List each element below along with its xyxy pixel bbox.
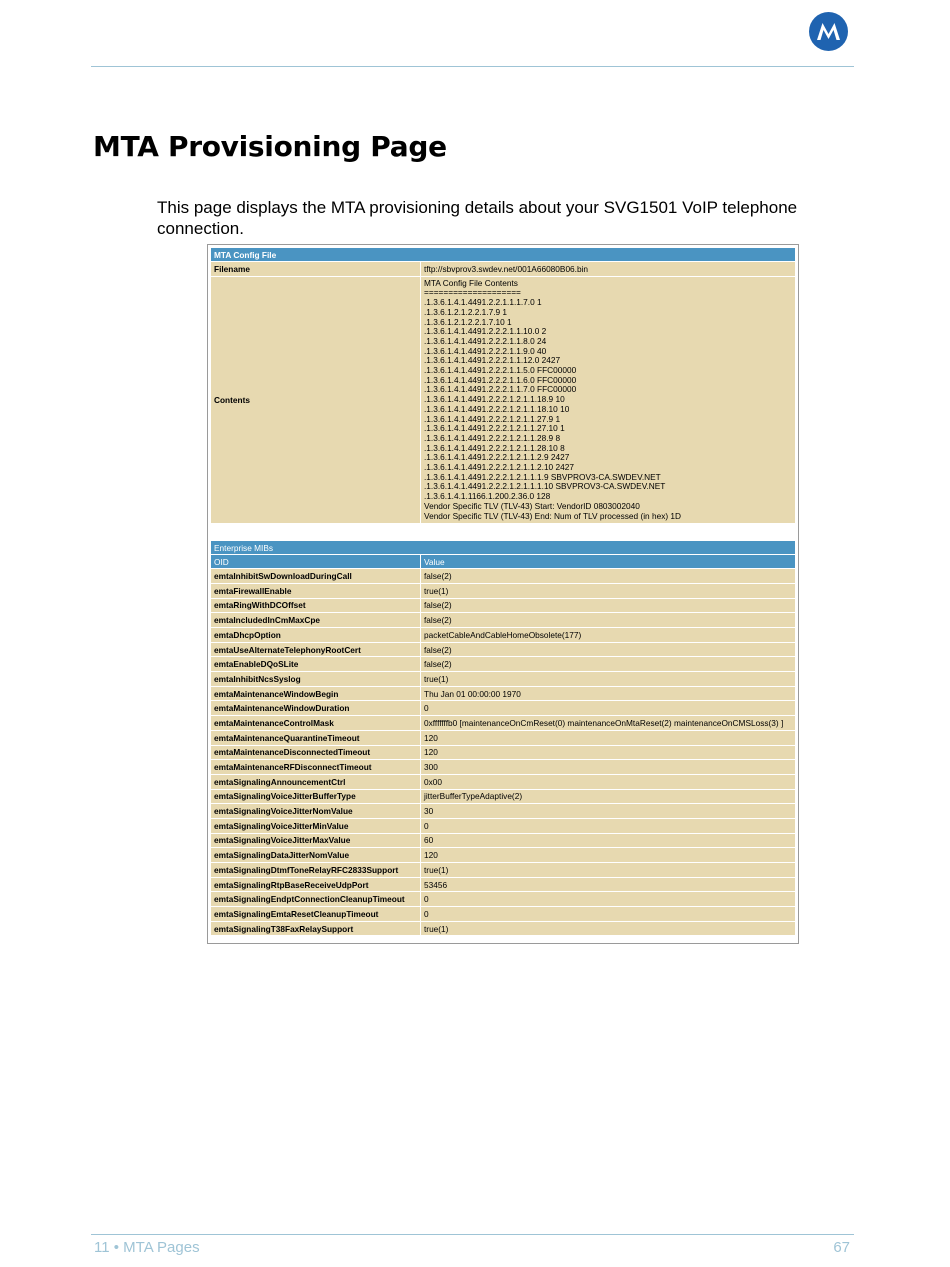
section-spacer bbox=[211, 524, 796, 541]
table-row bbox=[211, 569, 796, 584]
mib-oid: emtaSignalingVoiceJitterMaxValue bbox=[211, 833, 421, 848]
mib-oid: emtaMaintenanceDisconnectedTimeout bbox=[211, 745, 421, 760]
mib-value: false(2) bbox=[421, 642, 796, 657]
table-row bbox=[211, 598, 796, 613]
table-row bbox=[211, 921, 796, 936]
table-row bbox=[211, 907, 796, 922]
contents-line: .1.3.6.1.2.1.2.2.1.7.10 1 bbox=[424, 316, 512, 327]
mib-value: 0 bbox=[421, 892, 796, 907]
mib-oid: emtaMaintenanceControlMask bbox=[211, 716, 421, 731]
mib-oid: emtaSignalingEndptConnectionCleanupTimeout bbox=[211, 892, 421, 907]
mib-oid: emtaMaintenanceQuarantineTimeout bbox=[211, 730, 421, 745]
table-row bbox=[211, 789, 796, 804]
mib-oid: emtaInhibitNcsSyslog bbox=[211, 672, 421, 687]
table-row bbox=[211, 833, 796, 848]
mib-value: 30 bbox=[421, 804, 796, 819]
table-row bbox=[211, 613, 796, 628]
contents-line: .1.3.6.1.4.1.4491.2.2.1.1.1.7.0 1 bbox=[424, 297, 542, 308]
contents-line: .1.3.6.1.2.1.2.2.1.7.9 1 bbox=[424, 306, 508, 317]
contents-line: MTA Config File Contents bbox=[424, 277, 518, 288]
footer-section: 11 • MTA Pages bbox=[94, 1239, 200, 1256]
contents-line: Vendor Specific TLV (TLV-43) Start: VendorID 0803002040 bbox=[424, 500, 640, 511]
config-file-header: MTA Config File bbox=[211, 248, 796, 262]
mib-value: 120 bbox=[421, 730, 796, 745]
table-row bbox=[211, 628, 796, 643]
mib-value: 0 bbox=[421, 701, 796, 716]
page-number: 67 bbox=[833, 1239, 850, 1256]
mib-oid: emtaEnableDQoSLite bbox=[211, 657, 421, 672]
contents-line: .1.3.6.1.4.1.4491.2.2.2.1.2.1.1.2.10 2427 bbox=[424, 462, 574, 473]
table-row bbox=[211, 716, 796, 731]
mib-value: 0xfffffffb0 [maintenanceOnCmReset(0) maintenanceOnMtaReset(2) maintenanceOnCMSLoss(3) ] bbox=[421, 716, 796, 731]
mib-oid: emtaSignalingT38FaxRelaySupport bbox=[211, 921, 421, 936]
table-row bbox=[211, 848, 796, 863]
contents-line: .1.3.6.1.4.1.4491.2.2.2.1.1.8.0 24 bbox=[424, 335, 547, 346]
table-row bbox=[211, 583, 796, 598]
mib-value: false(2) bbox=[421, 613, 796, 628]
table-row bbox=[211, 642, 796, 657]
mib-value: true(1) bbox=[421, 672, 796, 687]
header-rule bbox=[91, 66, 854, 67]
mib-oid: emtaDhcpOption bbox=[211, 628, 421, 643]
page-title: MTA Provisioning Page bbox=[93, 130, 447, 163]
contents-line: .1.3.6.1.4.1.4491.2.2.2.1.1.9.0 40 bbox=[424, 345, 547, 356]
table-row bbox=[211, 760, 796, 775]
contents-line: .1.3.6.1.4.1.4491.2.2.2.1.1.7.0 FFC00000 bbox=[424, 384, 577, 395]
filename-value: tftp://sbvprov3.swdev.net/001A66080B06.bin bbox=[421, 262, 796, 277]
table-row bbox=[211, 818, 796, 833]
mib-value: packetCableAndCableHomeObsolete(177) bbox=[421, 628, 796, 643]
table-row bbox=[211, 745, 796, 760]
mib-value: jitterBufferTypeAdaptive(2) bbox=[421, 789, 796, 804]
mib-value: 53456 bbox=[421, 877, 796, 892]
value-column-header: Value bbox=[421, 555, 796, 569]
intro-paragraph: This page displays the MTA provisioning details about your SVG1501 VoIP telephone connection. bbox=[157, 198, 798, 238]
footer-rule bbox=[91, 1234, 854, 1235]
contents-line: .1.3.6.1.4.1.4491.2.2.2.1.2.1.1.27.9 1 bbox=[424, 413, 561, 424]
table-row bbox=[211, 774, 796, 789]
mib-oid: emtaRingWithDCOffset bbox=[211, 598, 421, 613]
contents-line: .1.3.6.1.4.1.4491.2.2.2.1.2.1.1.18.9 10 bbox=[424, 394, 565, 405]
contents-line: .1.3.6.1.4.1.4491.2.2.2.1.2.1.1.1.10 SBVPROV3-CA.SWDEV.NET bbox=[424, 481, 666, 492]
table-row bbox=[211, 892, 796, 907]
contents-line: ==================== bbox=[424, 287, 521, 298]
mib-value: true(1) bbox=[421, 863, 796, 878]
enterprise-mibs-header: Enterprise MIBs bbox=[211, 541, 796, 555]
table-row bbox=[211, 657, 796, 672]
contents-label: Contents bbox=[211, 276, 421, 524]
contents-value bbox=[421, 276, 796, 524]
mib-oid: emtaSignalingAnnouncementCtrl bbox=[211, 774, 421, 789]
table-row bbox=[211, 730, 796, 745]
table-row bbox=[211, 672, 796, 687]
contents-line: .1.3.6.1.4.1.4491.2.2.2.1.1.12.0 2427 bbox=[424, 355, 561, 366]
contents-line: .1.3.6.1.4.1.4491.2.2.2.1.2.1.1.28.9 8 bbox=[424, 432, 561, 443]
contents-line: .1.3.6.1.4.1.4491.2.2.2.1.2.1.1.1.9 SBVPROV3-CA.SWDEV.NET bbox=[424, 471, 661, 482]
mib-value: Thu Jan 01 00:00:00 1970 bbox=[421, 686, 796, 701]
mib-value: false(2) bbox=[421, 598, 796, 613]
filename-label: Filename bbox=[211, 262, 421, 277]
contents-line: .1.3.6.1.4.1.4491.2.2.2.1.2.1.1.28.10 8 bbox=[424, 442, 565, 453]
mib-oid: emtaSignalingRtpBaseReceiveUdpPort bbox=[211, 877, 421, 892]
motorola-logo-icon bbox=[809, 12, 848, 51]
mib-oid: emtaMaintenanceRFDisconnectTimeout bbox=[211, 760, 421, 775]
mib-oid: emtaSignalingDtmfToneRelayRFC2833Support bbox=[211, 863, 421, 878]
contents-line: .1.3.6.1.4.1.4491.2.2.2.1.1.6.0 FFC00000 bbox=[424, 374, 577, 385]
mib-value: 120 bbox=[421, 745, 796, 760]
contents-line: .1.3.6.1.4.1.4491.2.2.2.1.1.10.0 2 bbox=[424, 326, 547, 337]
contents-line: .1.3.6.1.4.1.4491.2.2.2.1.2.1.1.2.9 2427 bbox=[424, 452, 570, 463]
mib-value: 120 bbox=[421, 848, 796, 863]
mib-value: 60 bbox=[421, 833, 796, 848]
mib-oid: emtaSignalingDataJitterNomValue bbox=[211, 848, 421, 863]
mib-oid: emtaFirewallEnable bbox=[211, 583, 421, 598]
table-row bbox=[211, 804, 796, 819]
mib-value: true(1) bbox=[421, 583, 796, 598]
mib-oid: emtaSignalingVoiceJitterNomValue bbox=[211, 804, 421, 819]
mib-oid: emtaIncludedInCmMaxCpe bbox=[211, 613, 421, 628]
mta-config-table bbox=[210, 247, 796, 936]
contents-line: .1.3.6.1.4.1.4491.2.2.2.1.2.1.1.27.10 1 bbox=[424, 423, 565, 434]
mib-oid: emtaSignalingEmtaResetCleanupTimeout bbox=[211, 907, 421, 922]
mib-rows bbox=[211, 569, 796, 936]
mta-provisioning-screenshot bbox=[207, 244, 799, 944]
mib-oid: emtaSignalingVoiceJitterMinValue bbox=[211, 818, 421, 833]
contents-line: .1.3.6.1.4.1.1166.1.200.2.36.0 128 bbox=[424, 491, 551, 502]
contents-line: .1.3.6.1.4.1.4491.2.2.2.1.1.5.0 FFC00000 bbox=[424, 365, 577, 376]
mib-value: false(2) bbox=[421, 657, 796, 672]
mib-value: 300 bbox=[421, 760, 796, 775]
contents-line: .1.3.6.1.4.1.4491.2.2.2.1.2.1.1.18.10 10 bbox=[424, 403, 570, 414]
mib-value: 0 bbox=[421, 818, 796, 833]
mib-value: 0x00 bbox=[421, 774, 796, 789]
mib-oid: emtaMaintenanceWindowBegin bbox=[211, 686, 421, 701]
mib-oid: emtaUseAlternateTelephonyRootCert bbox=[211, 642, 421, 657]
mib-value: 0 bbox=[421, 907, 796, 922]
mib-oid: emtaMaintenanceWindowDuration bbox=[211, 701, 421, 716]
mib-value: true(1) bbox=[421, 921, 796, 936]
table-row bbox=[211, 877, 796, 892]
table-row bbox=[211, 686, 796, 701]
mib-value: false(2) bbox=[421, 569, 796, 584]
table-row bbox=[211, 701, 796, 716]
table-row bbox=[211, 863, 796, 878]
mib-oid: emtaInhibitSwDownloadDuringCall bbox=[211, 569, 421, 584]
mib-oid: emtaSignalingVoiceJitterBufferType bbox=[211, 789, 421, 804]
contents-line: Vendor Specific TLV (TLV-43) End: Num of TLV processed (in hex) 1D bbox=[424, 510, 682, 521]
oid-column-header: OID bbox=[211, 555, 421, 569]
